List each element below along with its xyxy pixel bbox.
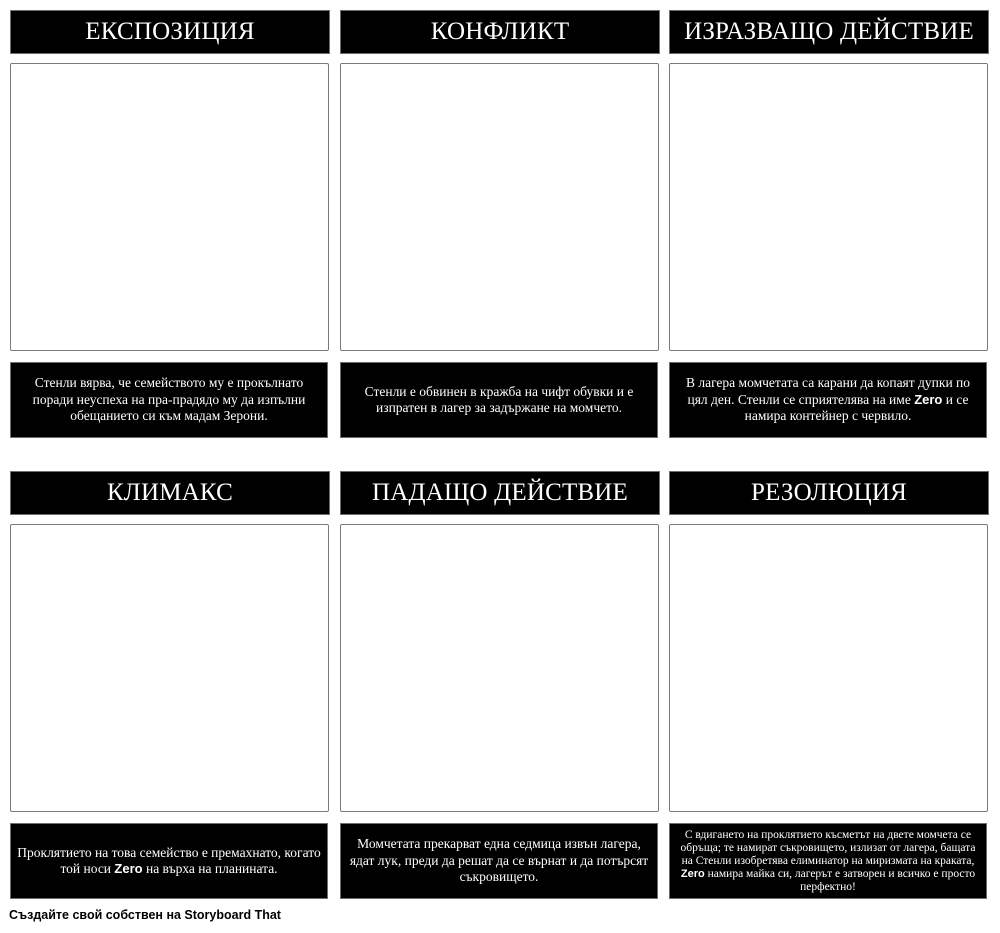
caption-text: Стенли е обвинен в кражба на чифт обувки и е изпратен в лагер за задържане на момчето. (364, 383, 634, 415)
storyboard-that-credit-link[interactable]: Създайте свой собствен на Storyboard That (9, 908, 281, 922)
cell-caption[interactable] (669, 362, 987, 438)
cell-title: ИЗРАЗВАЩО ДЕЙСТВИЕ (669, 10, 989, 54)
cell-caption[interactable] (669, 823, 987, 899)
cell-title: РЕЗОЛЮЦИЯ (669, 471, 989, 515)
caption-text: С вдигането на проклятието късметът на двете момчета се обръща; те намират съкровището, излизат от лагера, бащата на Стенли изобретява елиминатор на миризмата на краката, Zero намира майка си, лагерът е затворен и всичко е просто перфектно! (680, 828, 976, 893)
image-frame[interactable] (340, 524, 659, 812)
caption-text: Стенли вярва, че семейството му е прокълнато поради неуспеха на пра-прадядо му да изпълни обещанието си към мадам Зерони. (32, 375, 306, 424)
cell-title: ПАДАЩО ДЕЙСТВИЕ (340, 471, 660, 515)
cell-title: КОНФЛИКТ (340, 10, 660, 54)
image-frame[interactable] (340, 63, 659, 351)
caption-text: Момчетата прекарват една седмица извън лагера, ядат лук, преди да решат да се върнат и да потърсят съкровището. (349, 836, 649, 885)
cell-caption[interactable] (10, 362, 328, 438)
cell-caption[interactable] (340, 823, 658, 899)
image-frame[interactable] (10, 63, 329, 351)
cell-title: ЕКСПОЗИЦИЯ (10, 10, 330, 54)
caption-text: В лагера момчетата са карани да копаят дупки по цял ден. Стенли се сприятелява на име Zero и се намира контейнер с червило. (685, 375, 971, 424)
image-frame[interactable] (10, 524, 329, 812)
caption-text: Проклятието на това семейство е премахнато, когато той носи Zero на върха на планината. (17, 844, 321, 876)
cell-caption[interactable] (340, 362, 658, 438)
image-frame[interactable] (669, 524, 988, 812)
image-frame[interactable] (669, 63, 988, 351)
cell-title: КЛИМАКС (10, 471, 330, 515)
cell-caption[interactable] (10, 823, 328, 899)
